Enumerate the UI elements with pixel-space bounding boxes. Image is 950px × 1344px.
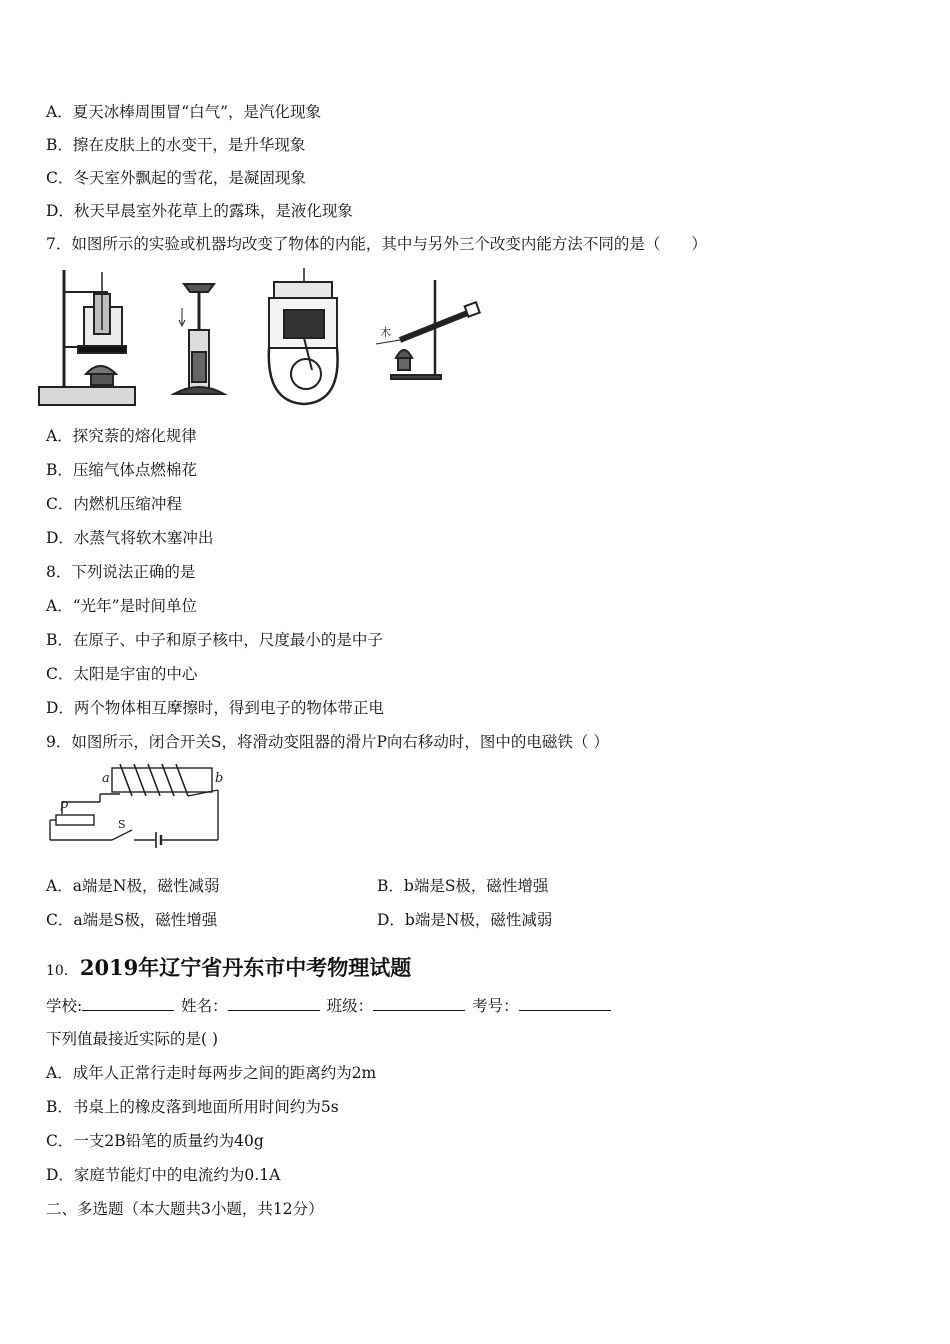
- exam-number-blank[interactable]: [519, 996, 611, 1011]
- q6-option-d: D．秋天早晨室外花草上的露珠，是液化现象: [46, 202, 353, 220]
- q7-stem: 7．如图所示的实验或机器均改变了物体的内能，其中与另外三个改变内能方法不同的是（ ）: [46, 235, 707, 253]
- q8-option-d: D．两个物体相互摩擦时，得到电子的物体带正电: [46, 699, 384, 717]
- q10-option-b: B．书桌上的橡皮落到地面所用时间约为5s: [46, 1098, 339, 1116]
- name-label: 姓名：: [181, 997, 228, 1015]
- q7-option-a: A．探究萘的熔化规律: [46, 427, 197, 445]
- q6-option-c: C．冬天室外飘起的雪花，是凝固现象: [46, 169, 306, 187]
- exam-title: [46, 952, 411, 982]
- q7-option-b: B．压缩气体点燃棉花: [46, 461, 197, 479]
- section-heading-multiple-choice: 二、多选题（本大题共3小题，共12分）: [46, 1200, 324, 1218]
- q6-option-a: A．夏天冰棒周围冒“白气”，是汽化现象: [46, 103, 322, 121]
- q9-option-a: A．a端是N极，磁性减弱: [46, 877, 220, 895]
- name-blank[interactable]: [228, 996, 320, 1011]
- exam-number-label: 考号：: [472, 997, 519, 1015]
- q10-stem: 下列值最接近实际的是( ): [46, 1030, 219, 1048]
- q8-option-c: C．太阳是宇宙的中心: [46, 665, 198, 683]
- exam-title-text: 2019年辽宁省丹东市中考物理试题: [79, 955, 412, 980]
- school-blank[interactable]: [82, 996, 174, 1011]
- q9-option-d: D．b端是N极，磁性减弱: [377, 911, 553, 929]
- electromagnet-core: [112, 768, 212, 792]
- circuit-label-s: S: [118, 818, 126, 831]
- melting-apparatus-figure: [39, 270, 135, 405]
- q10-option-c: C．一支2B铅笔的质量约为40g: [46, 1132, 264, 1150]
- student-info-row: [46, 994, 613, 1016]
- q8-option-a: A．“光年”是时间单位: [46, 597, 198, 615]
- school-label: 学校:: [46, 997, 83, 1015]
- q10-option-a: A．成年人正常行走时每两步之间的距离约为2m: [46, 1064, 377, 1082]
- q9-circuit-figure: [40, 760, 230, 860]
- circuit-label-a: a: [102, 771, 110, 786]
- q9-option-b: B．b端是S极，磁性增强: [377, 877, 549, 895]
- class-label: 班级：: [326, 997, 374, 1015]
- q9-option-c: C．a端是S极，磁性增强: [46, 911, 218, 929]
- q7-option-d: D．水蒸气将软木塞冲出: [46, 529, 214, 547]
- q7-option-c: C．内燃机压缩冲程: [46, 495, 182, 513]
- q6-option-b: B．擦在皮肤上的水变干，是升华现象: [46, 136, 306, 154]
- figure-label-mu: 木: [380, 326, 391, 339]
- class-blank[interactable]: [373, 996, 465, 1011]
- q9-stem: 9．如图所示，闭合开关S，将滑动变阻器的滑片P向右移动时，图中的电磁铁（ ）: [46, 733, 609, 751]
- circuit-label-p: p: [60, 797, 69, 812]
- q8-stem: 8．下列说法正确的是: [46, 563, 196, 581]
- q7-figure: [36, 262, 496, 412]
- engine-compression-stroke-figure: [269, 268, 338, 404]
- q10-option-d: D．家庭节能灯中的电流约为0.1A: [46, 1166, 281, 1184]
- q8-option-b: B．在原子、中子和原子核中，尺度最小的是中子: [46, 631, 383, 649]
- air-compression-syringe-figure: [174, 284, 224, 394]
- circuit-label-b: b: [215, 771, 224, 786]
- question-number: 10．: [46, 963, 78, 979]
- steam-cork-figure: [376, 280, 480, 379]
